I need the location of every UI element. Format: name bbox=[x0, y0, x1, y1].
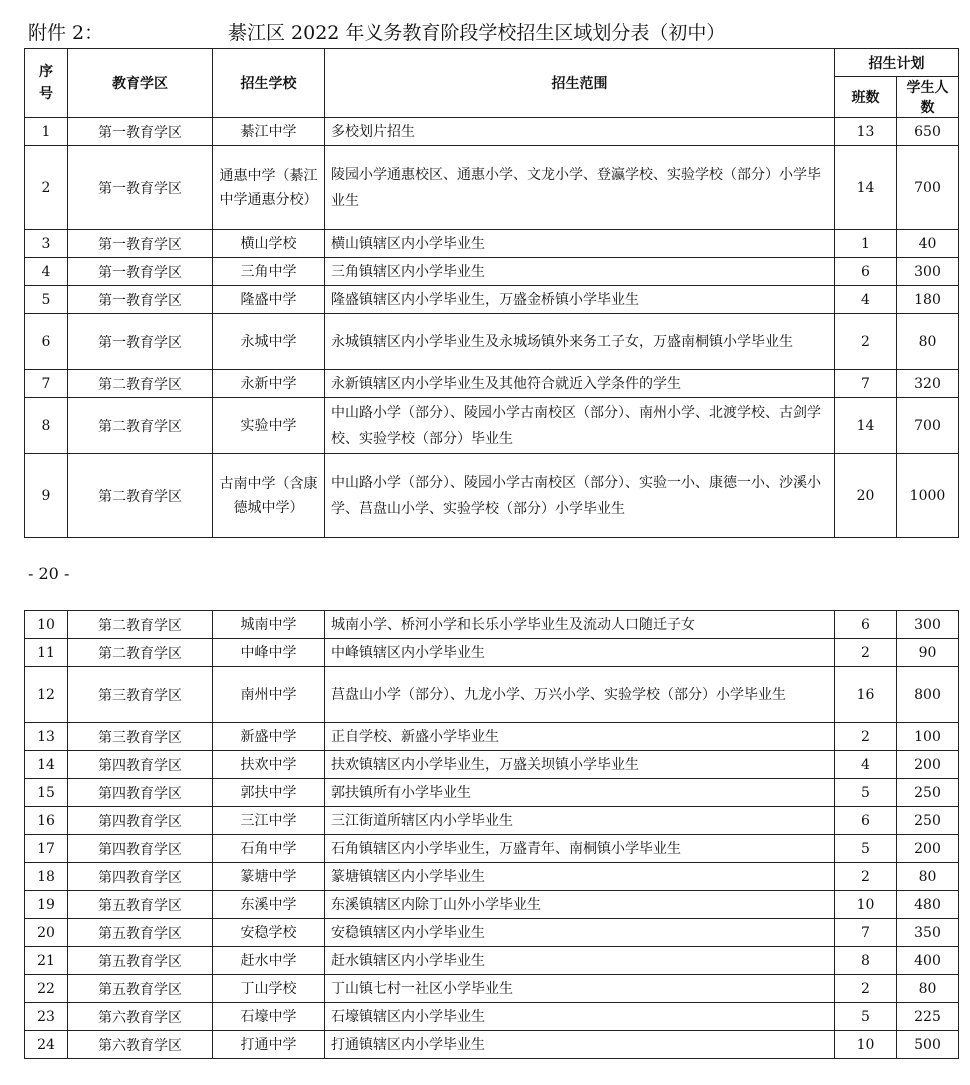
row-classes: 7 bbox=[835, 919, 897, 947]
row-students: 40 bbox=[897, 230, 959, 258]
row-district: 第一教育学区 bbox=[68, 286, 213, 314]
table-row bbox=[25, 1031, 959, 1059]
row-classes: 8 bbox=[835, 947, 897, 975]
row-district: 第五教育学区 bbox=[68, 975, 213, 1003]
row-classes: 10 bbox=[835, 1031, 897, 1059]
row-students: 300 bbox=[897, 258, 959, 286]
row-district: 第三教育学区 bbox=[68, 667, 213, 723]
table-row bbox=[25, 891, 959, 919]
row-district: 第二教育学区 bbox=[68, 370, 213, 398]
row-seq: 18 bbox=[25, 863, 68, 891]
document-title: 綦江区 2022 年义务教育阶段学校招生区域划分表（初中） bbox=[228, 22, 726, 44]
row-students: 250 bbox=[897, 807, 959, 835]
row-scope: 丁山镇七村一社区小学毕业生 bbox=[325, 975, 835, 1003]
row-school: 通惠中学（綦江中学通惠分校） bbox=[213, 146, 325, 230]
table-row bbox=[25, 398, 959, 454]
row-scope: 中山路小学（部分）、陵园小学古南校区（部分）、实验一小、康德一小、沙溪小学、莒盘山小学、实验学校（部分）小学毕业生 bbox=[325, 454, 835, 538]
table-row bbox=[25, 286, 959, 314]
row-school: 丁山学校 bbox=[213, 975, 325, 1003]
row-students: 350 bbox=[897, 919, 959, 947]
row-seq: 22 bbox=[25, 975, 68, 1003]
row-classes: 2 bbox=[835, 723, 897, 751]
row-students: 80 bbox=[897, 314, 959, 370]
row-students: 500 bbox=[897, 1031, 959, 1059]
row-seq: 21 bbox=[25, 947, 68, 975]
table-body-1 bbox=[25, 118, 959, 538]
row-classes: 4 bbox=[835, 286, 897, 314]
row-school: 綦江中学 bbox=[213, 118, 325, 146]
row-scope: 打通镇辖区内小学毕业生 bbox=[325, 1031, 835, 1059]
row-school: 城南中学 bbox=[213, 611, 325, 639]
table-row bbox=[25, 807, 959, 835]
row-school: 篆塘中学 bbox=[213, 863, 325, 891]
table-row bbox=[25, 751, 959, 779]
page-number: - 20 - bbox=[28, 564, 70, 583]
row-school: 实验中学 bbox=[213, 398, 325, 454]
header-scope: 招生范围 bbox=[325, 49, 835, 118]
row-district: 第六教育学区 bbox=[68, 1031, 213, 1059]
row-seq: 12 bbox=[25, 667, 68, 723]
row-classes: 16 bbox=[835, 667, 897, 723]
row-students: 320 bbox=[897, 370, 959, 398]
row-scope: 多校划片招生 bbox=[325, 118, 835, 146]
header-plan: 招生计划 bbox=[835, 49, 959, 77]
table-row bbox=[25, 314, 959, 370]
row-classes: 2 bbox=[835, 863, 897, 891]
table-row bbox=[25, 723, 959, 751]
row-scope: 安稳镇辖区内小学毕业生 bbox=[325, 919, 835, 947]
row-seq: 9 bbox=[25, 454, 68, 538]
row-students: 400 bbox=[897, 947, 959, 975]
attachment-label: 附件 2： bbox=[28, 22, 104, 44]
row-school: 扶欢中学 bbox=[213, 751, 325, 779]
row-school: 古南中学（含康德城中学） bbox=[213, 454, 325, 538]
row-district: 第二教育学区 bbox=[68, 398, 213, 454]
row-district: 第四教育学区 bbox=[68, 835, 213, 863]
row-students: 250 bbox=[897, 779, 959, 807]
row-district: 第四教育学区 bbox=[68, 751, 213, 779]
row-seq: 17 bbox=[25, 835, 68, 863]
row-classes: 5 bbox=[835, 835, 897, 863]
table-row bbox=[25, 611, 959, 639]
table-row bbox=[25, 118, 959, 146]
row-classes: 2 bbox=[835, 975, 897, 1003]
row-students: 480 bbox=[897, 891, 959, 919]
row-district: 第四教育学区 bbox=[68, 863, 213, 891]
row-seq: 19 bbox=[25, 891, 68, 919]
table-row bbox=[25, 230, 959, 258]
row-seq: 1 bbox=[25, 118, 68, 146]
row-seq: 20 bbox=[25, 919, 68, 947]
header-seq: 序 号 bbox=[25, 49, 68, 118]
row-school: 赶水中学 bbox=[213, 947, 325, 975]
row-seq: 24 bbox=[25, 1031, 68, 1059]
row-students: 700 bbox=[897, 146, 959, 230]
row-scope: 陵园小学通惠校区、通惠小学、文龙小学、登瀛学校、实验学校（部分）小学毕业生 bbox=[325, 146, 835, 230]
row-school: 南州中学 bbox=[213, 667, 325, 723]
row-classes: 6 bbox=[835, 611, 897, 639]
row-students: 90 bbox=[897, 639, 959, 667]
row-seq: 7 bbox=[25, 370, 68, 398]
row-seq: 5 bbox=[25, 286, 68, 314]
row-students: 80 bbox=[897, 863, 959, 891]
row-district: 第四教育学区 bbox=[68, 807, 213, 835]
row-district: 第一教育学区 bbox=[68, 230, 213, 258]
row-school: 东溪中学 bbox=[213, 891, 325, 919]
row-school: 安稳学校 bbox=[213, 919, 325, 947]
row-classes: 10 bbox=[835, 891, 897, 919]
row-classes: 7 bbox=[835, 370, 897, 398]
row-classes: 13 bbox=[835, 118, 897, 146]
row-scope: 中峰镇辖区内小学毕业生 bbox=[325, 639, 835, 667]
enrollment-table-part-1 bbox=[24, 48, 959, 538]
row-school: 中峰中学 bbox=[213, 639, 325, 667]
row-scope: 三角镇辖区内小学毕业生 bbox=[325, 258, 835, 286]
header-classes: 班数 bbox=[835, 77, 897, 118]
row-scope: 正自学校、新盛小学毕业生 bbox=[325, 723, 835, 751]
row-scope: 莒盘山小学（部分）、九龙小学、万兴小学、实验学校（部分）小学毕业生 bbox=[325, 667, 835, 723]
row-seq: 4 bbox=[25, 258, 68, 286]
row-district: 第二教育学区 bbox=[68, 611, 213, 639]
row-classes: 2 bbox=[835, 314, 897, 370]
row-seq: 15 bbox=[25, 779, 68, 807]
row-scope: 东溪镇辖区内除丁山外小学毕业生 bbox=[325, 891, 835, 919]
row-classes: 20 bbox=[835, 454, 897, 538]
row-classes: 6 bbox=[835, 807, 897, 835]
row-school: 隆盛中学 bbox=[213, 286, 325, 314]
row-students: 225 bbox=[897, 1003, 959, 1031]
row-students: 700 bbox=[897, 398, 959, 454]
row-school: 三角中学 bbox=[213, 258, 325, 286]
row-seq: 8 bbox=[25, 398, 68, 454]
row-scope: 中山路小学（部分）、陵园小学古南校区（部分）、南州小学、北渡学校、古剑学校、实验学校（部分）毕业生 bbox=[325, 398, 835, 454]
header-district: 教育学区 bbox=[68, 49, 213, 118]
row-seq: 2 bbox=[25, 146, 68, 230]
row-scope: 横山镇辖区内小学毕业生 bbox=[325, 230, 835, 258]
row-school: 打通中学 bbox=[213, 1031, 325, 1059]
row-scope: 郭扶镇所有小学毕业生 bbox=[325, 779, 835, 807]
row-students: 200 bbox=[897, 835, 959, 863]
row-students: 180 bbox=[897, 286, 959, 314]
row-students: 200 bbox=[897, 751, 959, 779]
row-classes: 1 bbox=[835, 230, 897, 258]
row-school: 永城中学 bbox=[213, 314, 325, 370]
row-seq: 13 bbox=[25, 723, 68, 751]
row-seq: 23 bbox=[25, 1003, 68, 1031]
table-row bbox=[25, 639, 959, 667]
row-scope: 隆盛镇辖区内小学毕业生，万盛金桥镇小学毕业生 bbox=[325, 286, 835, 314]
row-seq: 11 bbox=[25, 639, 68, 667]
table-row bbox=[25, 146, 959, 230]
row-classes: 5 bbox=[835, 1003, 897, 1031]
row-scope: 石角镇辖区内小学毕业生，万盛青年、南桐镇小学毕业生 bbox=[325, 835, 835, 863]
row-district: 第二教育学区 bbox=[68, 454, 213, 538]
row-school: 石角中学 bbox=[213, 835, 325, 863]
row-classes: 2 bbox=[835, 639, 897, 667]
row-students: 1000 bbox=[897, 454, 959, 538]
table-row bbox=[25, 454, 959, 538]
row-school: 新盛中学 bbox=[213, 723, 325, 751]
row-students: 80 bbox=[897, 975, 959, 1003]
table-row bbox=[25, 919, 959, 947]
row-classes: 6 bbox=[835, 258, 897, 286]
row-district: 第二教育学区 bbox=[68, 639, 213, 667]
table-row bbox=[25, 370, 959, 398]
row-school: 三江中学 bbox=[213, 807, 325, 835]
row-district: 第五教育学区 bbox=[68, 947, 213, 975]
header-students: 学生人数 bbox=[897, 77, 959, 118]
row-district: 第三教育学区 bbox=[68, 723, 213, 751]
enrollment-table-part-2 bbox=[24, 610, 959, 1059]
table-body-2 bbox=[25, 611, 959, 1059]
row-seq: 6 bbox=[25, 314, 68, 370]
row-classes: 14 bbox=[835, 146, 897, 230]
row-seq: 14 bbox=[25, 751, 68, 779]
table-row bbox=[25, 258, 959, 286]
table-row bbox=[25, 667, 959, 723]
row-seq: 10 bbox=[25, 611, 68, 639]
row-seq: 16 bbox=[25, 807, 68, 835]
row-scope: 篆塘镇辖区内小学毕业生 bbox=[325, 863, 835, 891]
row-district: 第一教育学区 bbox=[68, 118, 213, 146]
row-scope: 三江街道所辖区内小学毕业生 bbox=[325, 807, 835, 835]
row-students: 300 bbox=[897, 611, 959, 639]
row-students: 650 bbox=[897, 118, 959, 146]
row-school: 横山学校 bbox=[213, 230, 325, 258]
row-district: 第四教育学区 bbox=[68, 779, 213, 807]
row-scope: 赶水镇辖区内小学毕业生 bbox=[325, 947, 835, 975]
table-row bbox=[25, 863, 959, 891]
row-district: 第一教育学区 bbox=[68, 146, 213, 230]
row-scope: 城南小学、桥河小学和长乐小学毕业生及流动人口随迁子女 bbox=[325, 611, 835, 639]
row-classes: 4 bbox=[835, 751, 897, 779]
row-scope: 永城镇辖区内小学毕业生及永城场镇外来务工子女，万盛南桐镇小学毕业生 bbox=[325, 314, 835, 370]
header-school: 招生学校 bbox=[213, 49, 325, 118]
row-district: 第五教育学区 bbox=[68, 919, 213, 947]
row-district: 第一教育学区 bbox=[68, 258, 213, 286]
row-students: 100 bbox=[897, 723, 959, 751]
row-school: 郭扶中学 bbox=[213, 779, 325, 807]
row-students: 800 bbox=[897, 667, 959, 723]
row-scope: 永新镇辖区内小学毕业生及其他符合就近入学条件的学生 bbox=[325, 370, 835, 398]
table-row bbox=[25, 779, 959, 807]
row-school: 石壕中学 bbox=[213, 1003, 325, 1031]
row-seq: 3 bbox=[25, 230, 68, 258]
table-row bbox=[25, 1003, 959, 1031]
row-school: 永新中学 bbox=[213, 370, 325, 398]
table-row bbox=[25, 947, 959, 975]
row-district: 第五教育学区 bbox=[68, 891, 213, 919]
row-scope: 扶欢镇辖区内小学毕业生，万盛关坝镇小学毕业生 bbox=[325, 751, 835, 779]
row-scope: 石壕镇辖区内小学毕业生 bbox=[325, 1003, 835, 1031]
row-classes: 5 bbox=[835, 779, 897, 807]
row-district: 第六教育学区 bbox=[68, 1003, 213, 1031]
row-classes: 14 bbox=[835, 398, 897, 454]
table-row bbox=[25, 975, 959, 1003]
row-district: 第一教育学区 bbox=[68, 314, 213, 370]
table-row bbox=[25, 835, 959, 863]
